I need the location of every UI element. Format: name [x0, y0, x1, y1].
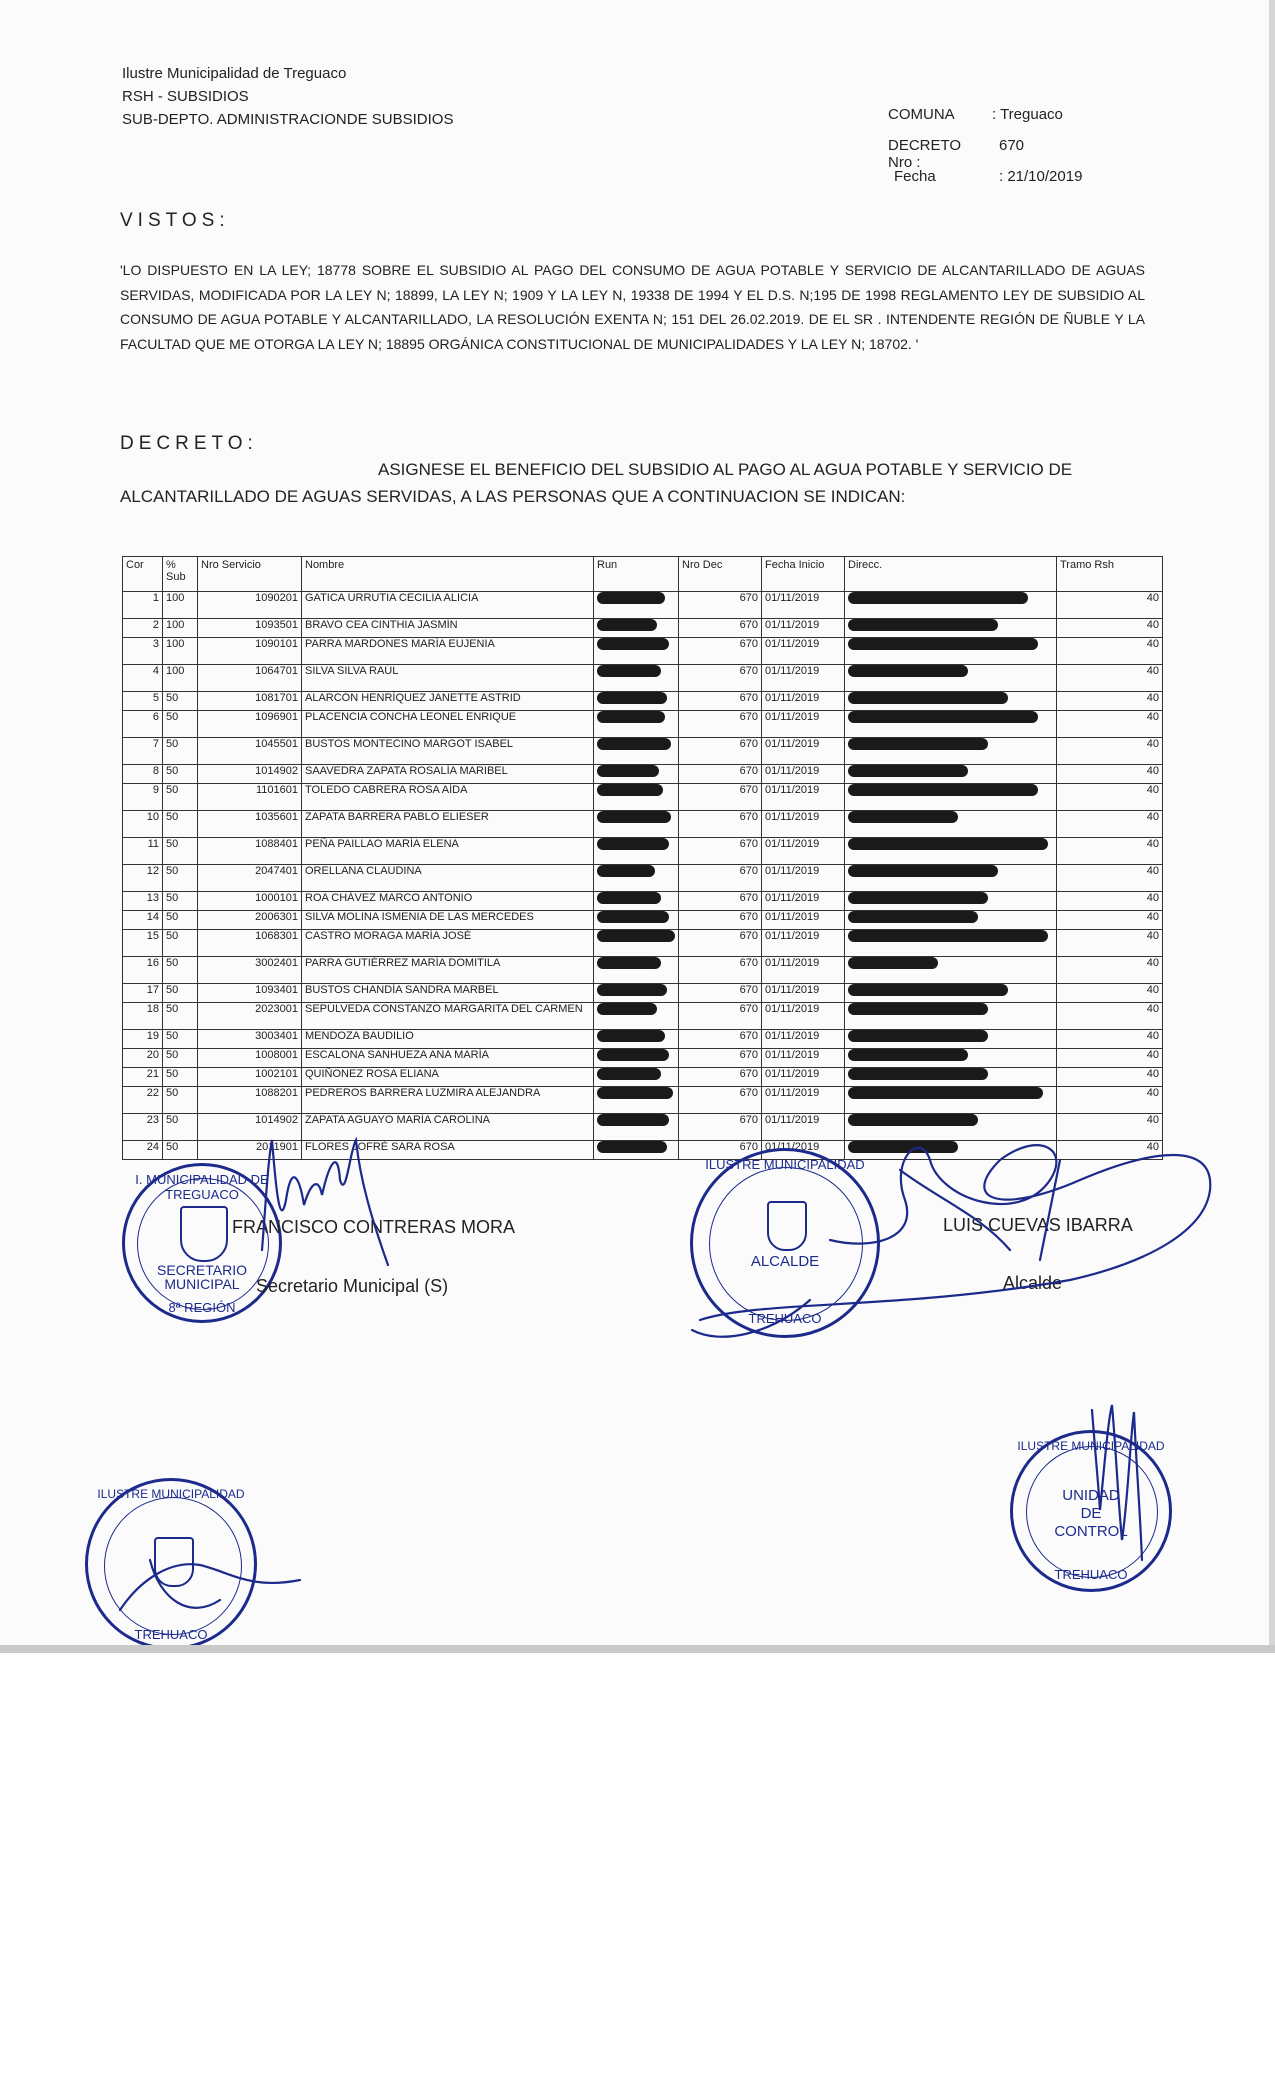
row-servicio: 1096901 [198, 711, 302, 738]
row-nombre: ROA CHÁVEZ MARCO ANTONIO [302, 892, 594, 911]
row-cor: 2 [123, 619, 163, 638]
row-sub: 50 [163, 1030, 198, 1049]
row-servicio: 1088401 [198, 838, 302, 865]
row-tramo: 40 [1057, 638, 1163, 665]
issuer-name: Ilustre Municipalidad de Treguaco [122, 65, 347, 82]
row-cor: 21 [123, 1068, 163, 1087]
row-sub: 50 [163, 811, 198, 838]
row-cor: 7 [123, 738, 163, 765]
row-servicio: 1014902 [198, 765, 302, 784]
alcalde-stamp-center: ALCALDE [750, 1253, 820, 1270]
decreto-label: DECRETO Nro : [888, 137, 962, 171]
row-dec: 670 [679, 711, 762, 738]
row-fecha: 01/11/2019 [762, 811, 845, 838]
bottom-left-signature [120, 1560, 300, 1610]
row-fecha: 01/11/2019 [762, 1114, 845, 1141]
row-nombre: QUIÑONEZ ROSA ELIANA [302, 1068, 594, 1087]
row-dec: 670 [679, 692, 762, 711]
control-stamp-top: ILUSTRE MUNICIPALIDAD [1017, 1439, 1165, 1453]
row-cor: 22 [123, 1087, 163, 1114]
row-sub: 50 [163, 1141, 198, 1160]
row-nombre: SAAVEDRA ZAPATA ROSALÍA MARIBEL [302, 765, 594, 784]
row-tramo: 40 [1057, 765, 1163, 784]
row-tramo: 40 [1057, 1003, 1163, 1030]
row-cor: 24 [123, 1141, 163, 1160]
row-cor: 13 [123, 892, 163, 911]
comuna-label: COMUNA [888, 106, 955, 123]
row-servicio: 1014902 [198, 1114, 302, 1141]
row-servicio: 1088201 [198, 1087, 302, 1114]
row-servicio: 1035601 [198, 811, 302, 838]
row-tramo: 40 [1057, 1068, 1163, 1087]
row-fecha: 01/11/2019 [762, 765, 845, 784]
row-fecha: 01/11/2019 [762, 1049, 845, 1068]
row-servicio: 1093501 [198, 619, 302, 638]
row-dec: 670 [679, 892, 762, 911]
row-sub: 50 [163, 1068, 198, 1087]
row-fecha: 01/11/2019 [762, 1003, 845, 1030]
row-tramo: 40 [1057, 711, 1163, 738]
row-cor: 15 [123, 930, 163, 957]
row-servicio: 1081701 [198, 692, 302, 711]
alcalde-stamp-top: ILUSTRE MUNICIPALIDAD [705, 1157, 865, 1172]
col-run: Run [594, 557, 679, 592]
comuna-value: : Treguaco [992, 106, 1063, 123]
row-nombre: BUSTOS CHANDÍA SANDRA MARBEL [302, 984, 594, 1003]
secretario-stamp-bottom: 8ª REGIÓN [168, 1300, 236, 1315]
row-fecha: 01/11/2019 [762, 1030, 845, 1049]
row-servicio: 1090101 [198, 638, 302, 665]
row-cor: 12 [123, 865, 163, 892]
row-sub: 50 [163, 1049, 198, 1068]
row-fecha: 01/11/2019 [762, 911, 845, 930]
row-servicio: 1045501 [198, 738, 302, 765]
row-sub: 100 [163, 665, 198, 692]
row-tramo: 40 [1057, 892, 1163, 911]
row-fecha: 01/11/2019 [762, 784, 845, 811]
row-dec: 670 [679, 619, 762, 638]
row-dec: 670 [679, 984, 762, 1003]
issuer-unit: RSH - SUBSIDIOS [122, 88, 249, 105]
row-nombre: PARRA MARDONES MARÍA EUJENIA [302, 638, 594, 665]
row-nombre: GATICA URRUTIA CECILIA ALICIA [302, 592, 594, 619]
vistos-heading: VISTOS: [120, 210, 230, 231]
row-tramo: 40 [1057, 1030, 1163, 1049]
row-servicio: 2023001 [198, 1003, 302, 1030]
row-servicio: 1090201 [198, 592, 302, 619]
row-tramo: 40 [1057, 784, 1163, 811]
row-servicio: 1064701 [198, 665, 302, 692]
row-dec: 670 [679, 1087, 762, 1114]
row-sub: 50 [163, 1087, 198, 1114]
row-fecha: 01/11/2019 [762, 638, 845, 665]
row-fecha: 01/11/2019 [762, 1068, 845, 1087]
row-tramo: 40 [1057, 619, 1163, 638]
left-signatory-name: FRANCISCO CONTRERAS MORA [232, 1217, 516, 1237]
secretario-stamp-top: I. MUNICIPALIDAD DE TREGUACO [135, 1172, 269, 1202]
row-servicio: 2047401 [198, 865, 302, 892]
row-dec: 670 [679, 1114, 762, 1141]
row-cor: 10 [123, 811, 163, 838]
row-servicio: 2006301 [198, 911, 302, 930]
row-servicio: 1002101 [198, 1068, 302, 1087]
control-stamp-line1: UNIDAD [1062, 1487, 1120, 1504]
row-tramo: 40 [1057, 692, 1163, 711]
row-tramo: 40 [1057, 1087, 1163, 1114]
row-cor: 6 [123, 711, 163, 738]
vistos-paragraph: 'LO DISPUESTO EN LA LEY; 18778 SOBRE EL SUBSIDIO AL PAGO DEL CONSUMO DE AGUA POTABLE Y SERVICIO DE ALCANTARILLADO DE AGUAS SERVIDAS, MODIFICADA POR LA LEY N; 18899, LA LEY N; 1909 Y LA LEY N, 19338 DE 1994 Y EL D.S. N;195 DE 1998 REGLAMENTO LEY DE SUBSIDIO AL CONSUMO DE AGUA POTABLE Y ALCANTARILLADO, LA RESOLUCIÓN EXENTA N; 151 DEL 26.02.2019. DE EL SR . INTENDENTE REGIÓN DE ÑUBLE Y LA FACULTAD QUE ME OTORGA LA LEY N; 18895 ORGÁNICA CONSTITUCIONAL DE MUNICIPALIDADES Y LA LEY N; 18702. ' [120, 262, 1145, 352]
control-signature [1092, 1405, 1142, 1560]
row-nombre: SEPÚLVEDA CONSTANZO MARGARITA DEL CARMEN [302, 1003, 594, 1030]
row-nombre: BRAVO CEA CINTHIA JASMÍN [302, 619, 594, 638]
right-signature [692, 1145, 1210, 1337]
bottom-left-stamp-top: ILUSTRE MUNICIPALIDAD [97, 1487, 245, 1501]
row-sub: 50 [163, 892, 198, 911]
page-edge-shadow [0, 1645, 1275, 1653]
row-tramo: 40 [1057, 1141, 1163, 1160]
row-cor: 19 [123, 1030, 163, 1049]
row-nombre: MENDOZA BAUDILIO [302, 1030, 594, 1049]
control-stamp-line2: DE [1080, 1505, 1102, 1522]
row-nombre: PLACENCIA CONCHA LEONEL ENRIQUE [302, 711, 594, 738]
row-sub: 50 [163, 711, 198, 738]
col-servicio: Nro Servicio [198, 557, 302, 592]
row-dec: 670 [679, 865, 762, 892]
row-cor: 5 [123, 692, 163, 711]
row-tramo: 40 [1057, 911, 1163, 930]
row-dec: 670 [679, 765, 762, 784]
row-tramo: 40 [1057, 930, 1163, 957]
row-cor: 16 [123, 957, 163, 984]
fecha-label: Fecha [894, 168, 936, 185]
right-signatory-name: LUIS CUEVAS IBARRA [943, 1215, 1133, 1235]
row-tramo: 40 [1057, 984, 1163, 1003]
row-nombre: SILVA SILVA RAÚL [302, 665, 594, 692]
bottom-left-stamp-bottom: TREHUACO [134, 1627, 208, 1642]
row-cor: 17 [123, 984, 163, 1003]
row-dec: 670 [679, 1141, 762, 1160]
left-signature [262, 1140, 388, 1265]
row-fecha: 01/11/2019 [762, 619, 845, 638]
row-sub: 50 [163, 984, 198, 1003]
row-tramo: 40 [1057, 838, 1163, 865]
row-tramo: 40 [1057, 1114, 1163, 1141]
secretario-stamp-center: SECRETARIO MUNICIPAL [157, 1262, 247, 1292]
row-nombre: PEÑA PAILLAO MARÍA ELENA [302, 838, 594, 865]
row-nombre: ESCALONA SANHUEZA ANA MARÍA [302, 1049, 594, 1068]
col-cor: Cor [123, 557, 163, 592]
row-sub: 50 [163, 692, 198, 711]
row-fecha: 01/11/2019 [762, 665, 845, 692]
row-sub: 50 [163, 911, 198, 930]
col-dec: Nro Dec [679, 557, 762, 592]
row-sub: 50 [163, 1114, 198, 1141]
row-dec: 670 [679, 811, 762, 838]
row-nombre: PARRA GUTIÉRREZ MARÍA DOMITILA [302, 957, 594, 984]
row-servicio: 1068301 [198, 930, 302, 957]
row-sub: 50 [163, 765, 198, 784]
row-dec: 670 [679, 838, 762, 865]
row-fecha: 01/11/2019 [762, 692, 845, 711]
row-sub: 50 [163, 838, 198, 865]
row-dec: 670 [679, 638, 762, 665]
row-cor: 9 [123, 784, 163, 811]
row-tramo: 40 [1057, 1049, 1163, 1068]
row-fecha: 01/11/2019 [762, 711, 845, 738]
row-dec: 670 [679, 592, 762, 619]
row-nombre: BUSTOS MONTECINO MARGOT ISABEL [302, 738, 594, 765]
row-sub: 50 [163, 1003, 198, 1030]
row-servicio: 1008001 [198, 1049, 302, 1068]
row-nombre: TOLEDO CABRERA ROSA AÍDA [302, 784, 594, 811]
row-servicio: 3003401 [198, 1030, 302, 1049]
row-dec: 670 [679, 1003, 762, 1030]
row-servicio: 1101601 [198, 784, 302, 811]
row-nombre: SILVA MOLINA ISMENIA DE LAS MERCEDES [302, 911, 594, 930]
row-dec: 670 [679, 1049, 762, 1068]
row-cor: 18 [123, 1003, 163, 1030]
row-cor: 14 [123, 911, 163, 930]
row-tramo: 40 [1057, 811, 1163, 838]
row-dec: 670 [679, 957, 762, 984]
decreto-number: 670 [999, 137, 1025, 154]
row-nombre: ALARCÓN HENRÍQUEZ JANETTE ASTRID [302, 692, 594, 711]
row-sub: 50 [163, 784, 198, 811]
row-tramo: 40 [1057, 957, 1163, 984]
row-cor: 8 [123, 765, 163, 784]
row-servicio: 3002401 [198, 957, 302, 984]
row-sub: 50 [163, 738, 198, 765]
control-stamp-line3: CONTROL [1054, 1523, 1128, 1540]
row-fecha: 01/11/2019 [762, 838, 845, 865]
row-fecha: 01/11/2019 [762, 738, 845, 765]
row-cor: 20 [123, 1049, 163, 1068]
row-cor: 11 [123, 838, 163, 865]
row-servicio: 2011901 [198, 1141, 302, 1160]
row-sub: 50 [163, 930, 198, 957]
col-tramo: Tramo Rsh [1057, 557, 1163, 592]
row-dec: 670 [679, 1068, 762, 1087]
row-nombre: ZAPATA BARRERA PABLO ELIESER [302, 811, 594, 838]
row-dec: 670 [679, 738, 762, 765]
row-tramo: 40 [1057, 738, 1163, 765]
row-fecha: 01/11/2019 [762, 984, 845, 1003]
alcalde-stamp-bottom: TREHUACO [748, 1311, 822, 1326]
col-direcc: Direcc. [845, 557, 1057, 592]
row-fecha: 01/11/2019 [762, 1141, 845, 1160]
row-fecha: 01/11/2019 [762, 1087, 845, 1114]
row-fecha: 01/11/2019 [762, 930, 845, 957]
row-sub: 50 [163, 957, 198, 984]
decreto-heading: DECRETO: [120, 433, 258, 454]
row-fecha: 01/11/2019 [762, 865, 845, 892]
row-sub: 100 [163, 619, 198, 638]
issuer-department: SUB-DEPTO. ADMINISTRACIONDE SUBSIDIOS [122, 111, 454, 128]
row-fecha: 01/11/2019 [762, 957, 845, 984]
row-servicio: 1093401 [198, 984, 302, 1003]
row-nombre: ZAPATA AGUAYO MARÍA CAROLINA [302, 1114, 594, 1141]
row-tramo: 40 [1057, 592, 1163, 619]
row-dec: 670 [679, 1030, 762, 1049]
row-cor: 1 [123, 592, 163, 619]
right-signatory-role: Alcalde [1003, 1273, 1063, 1293]
row-servicio: 1000101 [198, 892, 302, 911]
row-dec: 670 [679, 784, 762, 811]
col-sub: % Sub [163, 557, 198, 592]
row-nombre: PEDREROS BARRERA LUZMIRA ALEJANDRA [302, 1087, 594, 1114]
row-cor: 4 [123, 665, 163, 692]
row-tramo: 40 [1057, 665, 1163, 692]
row-dec: 670 [679, 911, 762, 930]
row-cor: 3 [123, 638, 163, 665]
fecha-value: : 21/10/2019 [999, 168, 1083, 185]
row-nombre: CASTRO MORAGA MARÍA JOSÉ [302, 930, 594, 957]
row-tramo: 40 [1057, 865, 1163, 892]
row-fecha: 01/11/2019 [762, 892, 845, 911]
row-nombre: ORELLANA CLAUDINA [302, 865, 594, 892]
col-nombre: Nombre [302, 557, 594, 592]
control-stamp-bottom: TREHUACO [1054, 1567, 1128, 1582]
row-nombre: FLORES JOFRÉ SARA ROSA [302, 1141, 594, 1160]
row-cor: 23 [123, 1114, 163, 1141]
row-sub: 100 [163, 638, 198, 665]
row-sub: 100 [163, 592, 198, 619]
row-sub: 50 [163, 865, 198, 892]
col-fecha: Fecha Inicio [762, 557, 845, 592]
row-dec: 670 [679, 930, 762, 957]
row-fecha: 01/11/2019 [762, 592, 845, 619]
left-signatory-role: Secretario Municipal (S) [256, 1276, 449, 1296]
row-dec: 670 [679, 665, 762, 692]
decreto-paragraph: ASIGNESE EL BENEFICIO DEL SUBSIDIO AL PAGO AL AGUA POTABLE Y SERVICIO DE ALCANTARILLADO DE AGUAS SERVIDAS, A LAS PERSONAS QUE A CONTINUACION SE INDICAN: [120, 460, 1073, 506]
